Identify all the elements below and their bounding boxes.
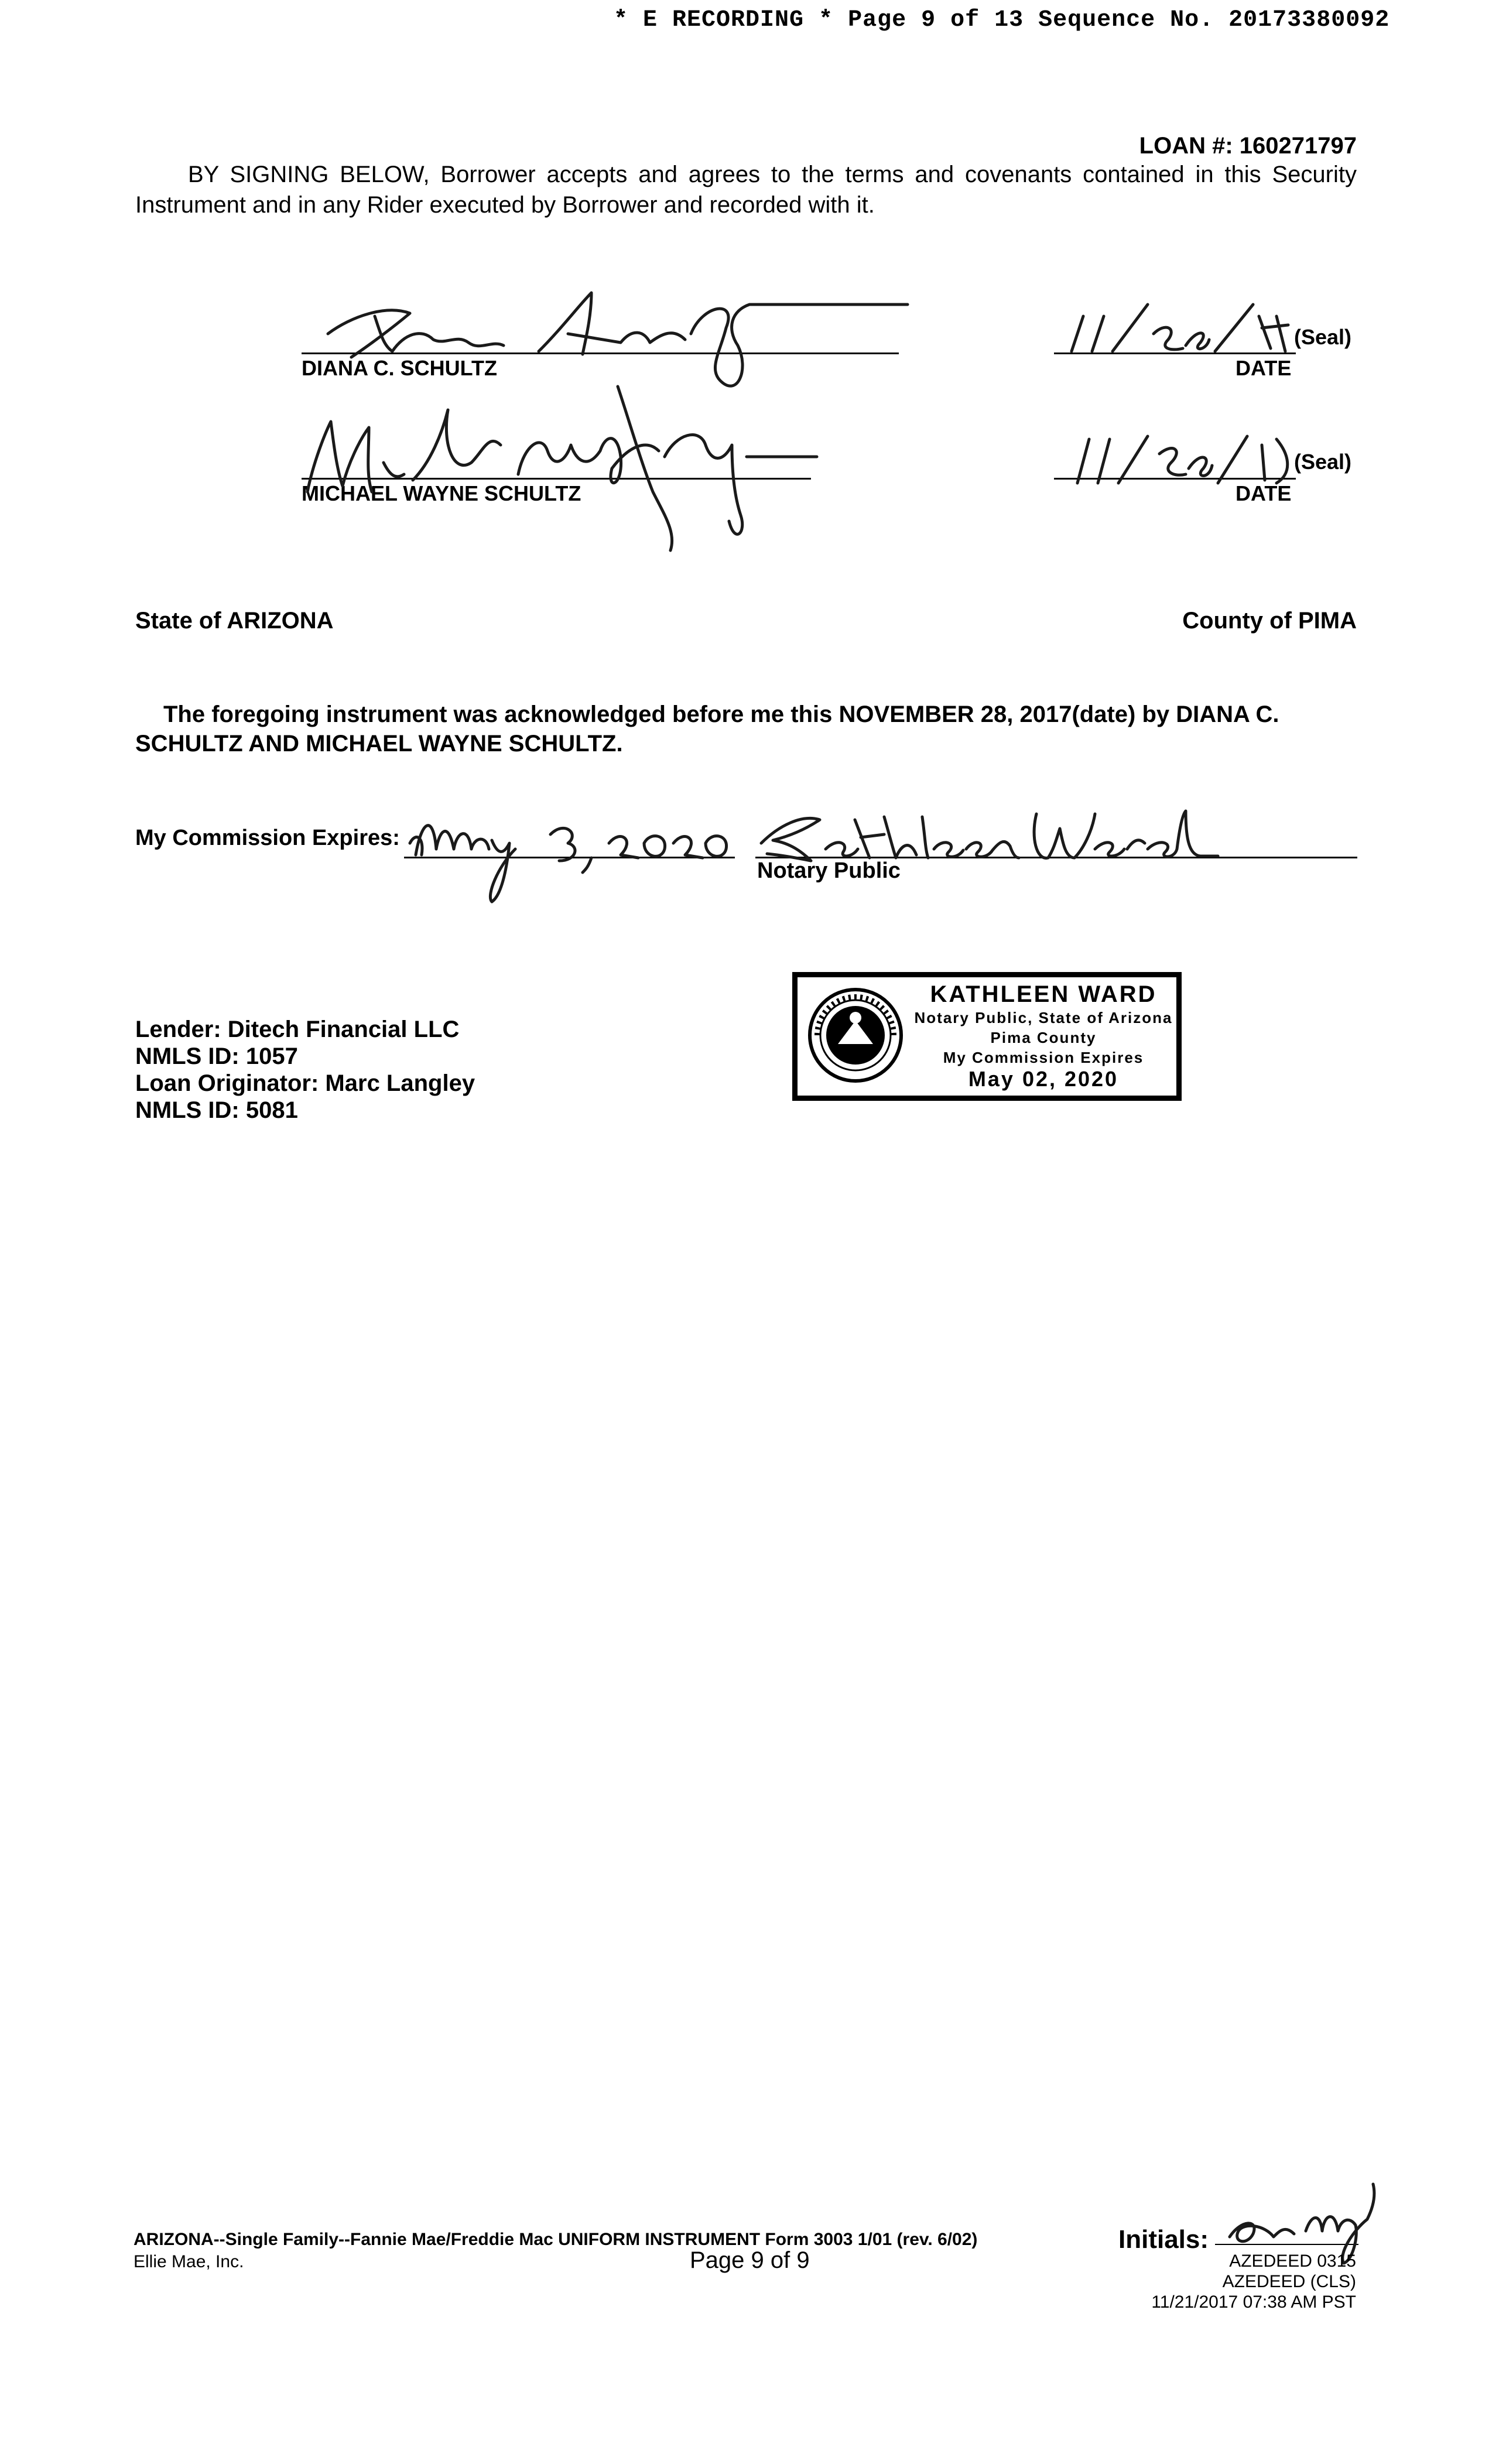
footer-timestamp: 11/21/2017 07:38 AM PST xyxy=(1151,2292,1356,2312)
commission-date-handwritten xyxy=(404,808,732,908)
footer-page-number: Page 9 of 9 xyxy=(690,2247,810,2273)
county-label: County of PIMA xyxy=(1182,608,1357,634)
stamp-line-1: Notary Public, State of Arizona xyxy=(914,1009,1173,1026)
notary-label: Notary Public xyxy=(757,858,901,883)
initials-label: Initials: xyxy=(1118,2225,1209,2254)
notary-stamp xyxy=(792,972,1182,1101)
signer-2-date-label: DATE xyxy=(1236,481,1292,505)
signer-2-name: MICHAEL WAYNE SCHULTZ xyxy=(302,481,581,505)
stamp-expiry-date: May 02, 2020 xyxy=(968,1067,1119,1091)
lender-name: Lender: Ditech Financial LLC xyxy=(135,1017,460,1042)
stamp-notary-name: KATHLEEN WARD xyxy=(930,981,1157,1007)
footer-form-id: ARIZONA--Single Family--Fannie Mae/Freddie Mac UNIFORM INSTRUMENT Form 3003 1/01 (rev. 6/02) xyxy=(134,2230,978,2249)
signer-2-date-handwritten xyxy=(1060,427,1306,492)
arizona-seal-icon xyxy=(806,985,905,1085)
originator-nmls: NMLS ID: 5081 xyxy=(135,1097,298,1123)
intro-paragraph: BY SIGNING BELOW, Borrower accepts and agrees to the terms and covenants contained in this Security Instrument and in any Rider executed by Borrower and recorded with it. xyxy=(135,162,1357,218)
stamp-text xyxy=(909,981,1178,1091)
commission-label: My Commission Expires: xyxy=(135,826,400,850)
notary-signature-handwritten xyxy=(755,802,1224,867)
lender-nmls: NMLS ID: 1057 xyxy=(135,1043,298,1069)
acknowledgment-paragraph: The foregoing instrument was acknowledged before me this NOVEMBER 28, 2017(date) by DIANA C. SCHULTZ AND MICHAEL WAYNE SCHULTZ. xyxy=(135,701,1279,757)
footer-code-1: AZEDEED 0315 xyxy=(1229,2251,1356,2271)
signer-1-date-handwritten xyxy=(1060,293,1306,363)
signer-2-seal: (Seal) xyxy=(1294,450,1352,474)
signer-1-date-label: DATE xyxy=(1236,356,1292,380)
recording-header: * E RECORDING * Page 9 of 13 Sequence No. 20173380092 xyxy=(614,7,1390,33)
state-label: State of ARIZONA xyxy=(135,608,334,634)
loan-number: LOAN #: 160271797 xyxy=(1139,133,1357,159)
stamp-line-3: My Commission Expires xyxy=(943,1049,1144,1066)
stamp-line-2: Pima County xyxy=(990,1029,1097,1046)
footer-company: Ellie Mae, Inc. xyxy=(134,2252,244,2271)
signer-2-signature xyxy=(302,375,829,550)
lender-block xyxy=(135,1016,475,1124)
footer-code-2: AZEDEED (CLS) xyxy=(1222,2272,1356,2291)
signer-1-name: DIANA C. SCHULTZ xyxy=(302,356,497,380)
loan-originator: Loan Originator: Marc Langley xyxy=(135,1070,475,1096)
signer-1-seal: (Seal) xyxy=(1294,325,1352,349)
